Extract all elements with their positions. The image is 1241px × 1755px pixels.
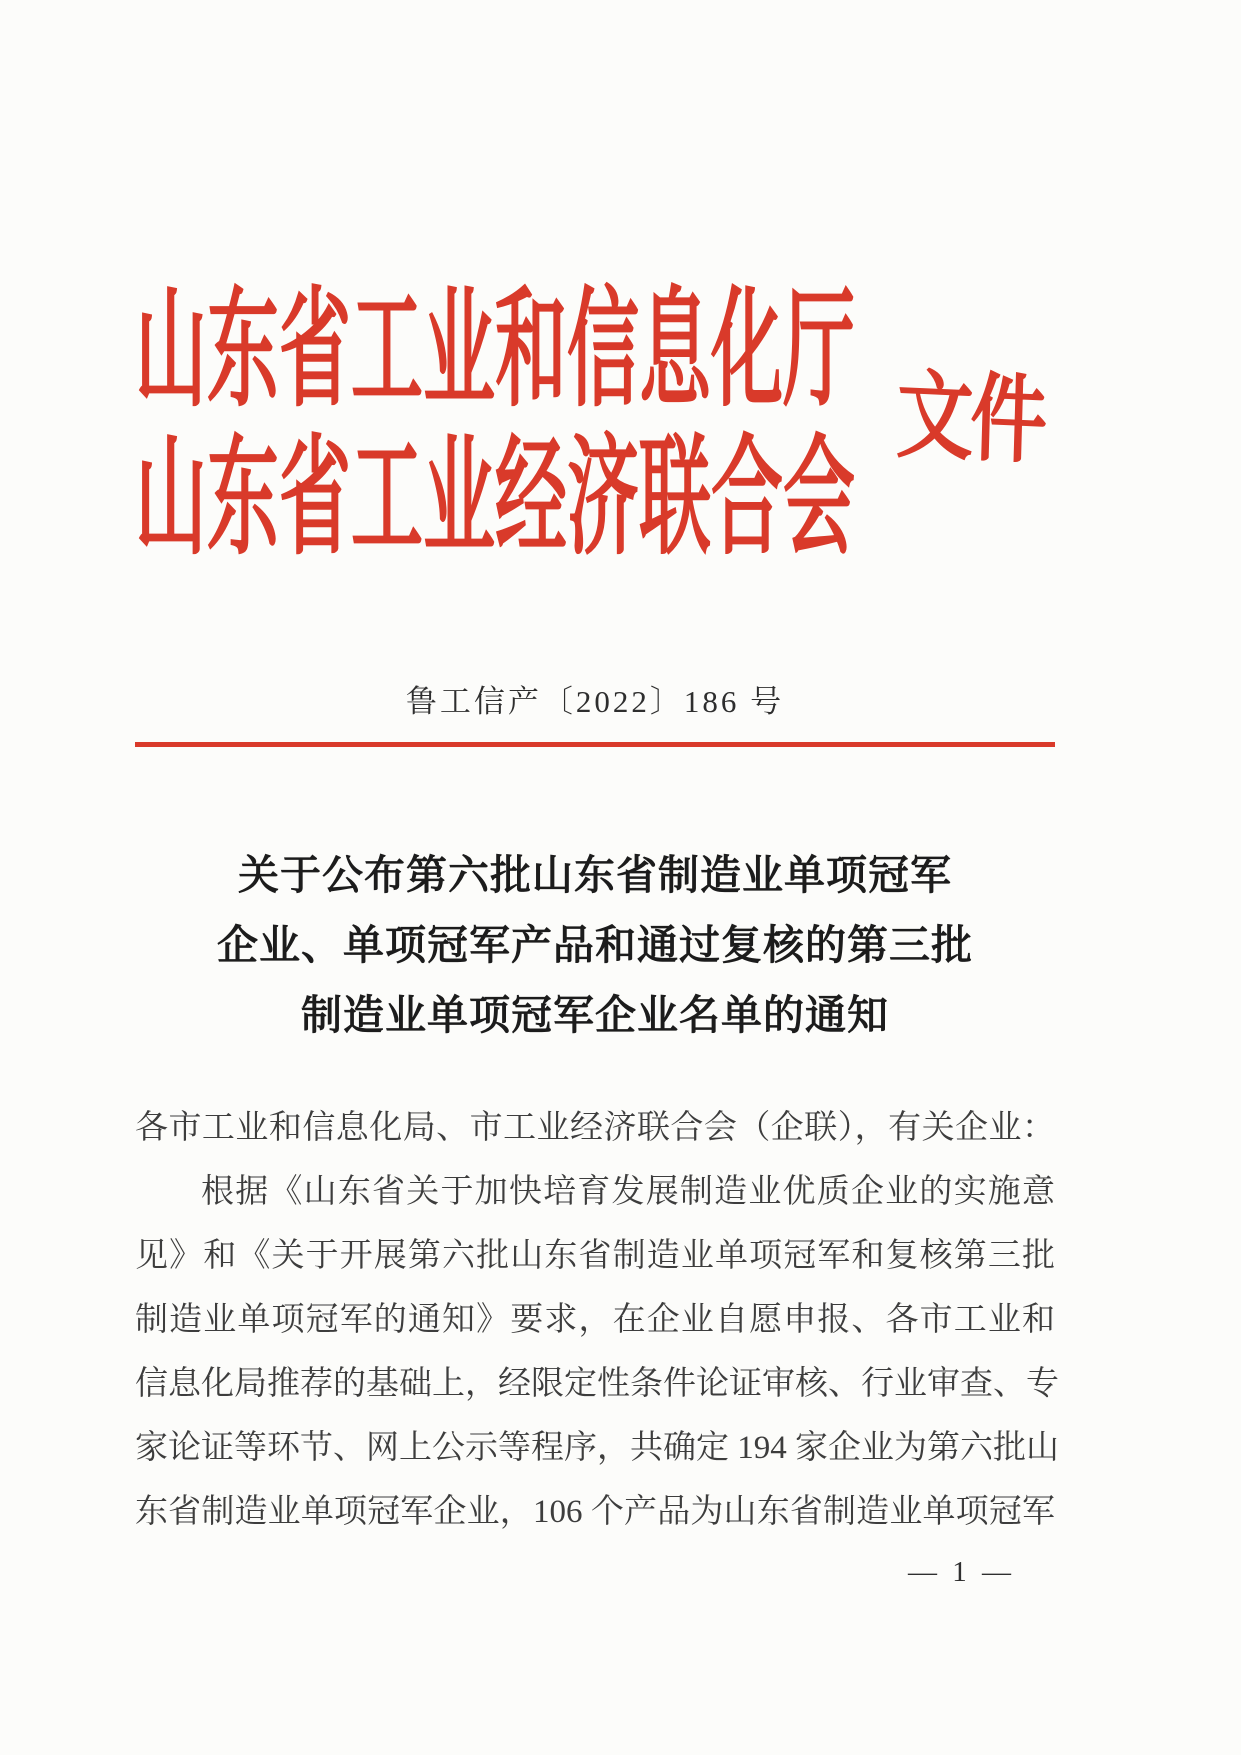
salutation-line: 各市工业和信息化局、市工业经济联合会（企联），有关企业： [135,1110,1055,1146]
document-title [135,840,1055,1050]
letterhead-doc-type-label: 文件 [895,362,1046,476]
body-line: 见》和《关于开展第六批山东省制造业单项冠军和复核第三批 [135,1238,1055,1274]
body-line: 东省制造业单项冠军企业，106 个产品为山东省制造业单项冠军 [135,1494,1055,1530]
red-divider-rule [135,742,1055,747]
document-title-line-1: 关于公布第六批山东省制造业单项冠军 [238,852,952,898]
document-title-line-3: 制造业单项冠军企业名单的通知 [301,992,889,1038]
letterhead-org-line-1: 山东省工业和信息化厅 [135,278,855,423]
body-line: 信息化局推荐的基础上，经限定性条件论证审核、行业审查、专 [135,1366,1059,1402]
document-title-line-2: 企业、单项冠军产品和通过复核的第三批 [217,922,973,968]
body-line: 制造业单项冠军的通知》要求，在企业自愿申报、各市工业和 [135,1302,1055,1338]
document-body [135,1096,1059,1544]
page-number: — 1 — [908,1556,1015,1588]
letterhead-org-line-2: 山东省工业经济联合会 [135,426,855,571]
document-number: 鲁工信产〔2022〕186 号 [405,684,785,719]
body-line: 根据《山东省关于加快培育发展制造业优质企业的实施意 [201,1174,1055,1210]
body-line: 家论证等环节、网上公示等程序，共确定 194 家企业为第六批山 [135,1430,1059,1466]
